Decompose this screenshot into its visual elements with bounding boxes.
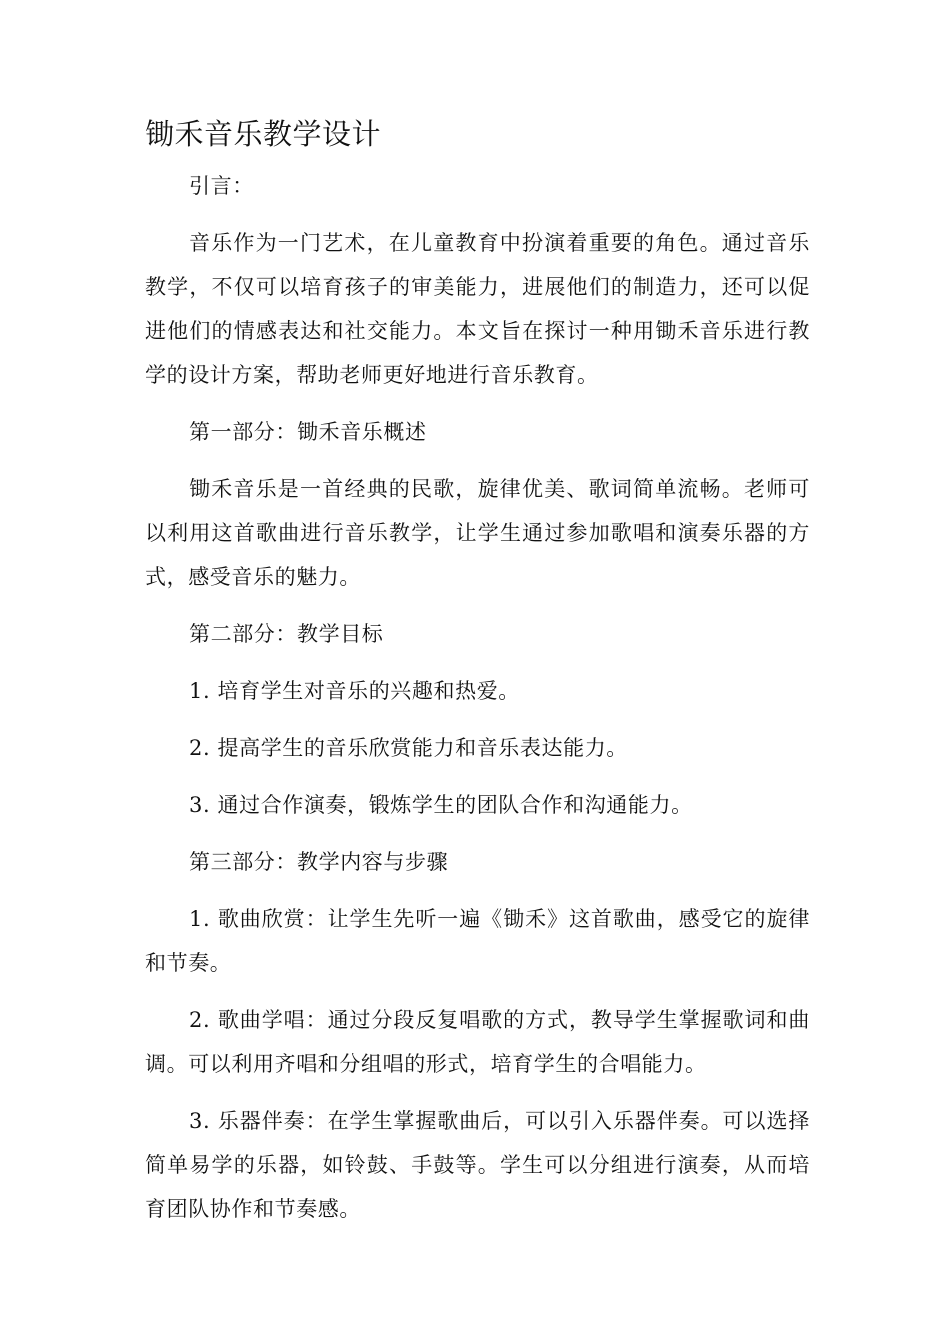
section-heading-overview: 第一部分：锄禾音乐概述 [189, 420, 427, 444]
goal-item: 3. 通过合作演奏，锻炼学生的团队合作和沟通能力。 [189, 793, 693, 817]
section-heading-goals: 第二部分：教学目标 [189, 622, 384, 646]
section-heading-steps: 第三部分：教学内容与步骤 [189, 850, 449, 874]
document-body [145, 112, 810, 1244]
paragraph-overview: 锄禾音乐是一首经典的民歌，旋律优美、歌词简单流畅。老师可以利用这首歌曲进行音乐教学，让学生通过参加歌唱和演奏乐器的方式，感受音乐的魅力。 [145, 477, 810, 589]
paragraph-intro: 音乐作为一门艺术，在儿童教育中扮演着重要的角色。通过音乐教学，不仅可以培育孩子的审美能力，进展他们的制造力，还可以促进他们的情感表达和社交能力。本文旨在探讨一种用锄禾音乐进行教学的设计方案，帮助老师更好地进行音乐教育。 [145, 231, 810, 387]
goal-item: 2. 提高学生的音乐欣赏能力和音乐表达能力。 [189, 736, 628, 760]
step-item: 2. 歌曲学唱：通过分段反复唱歌的方式，教导学生掌握歌词和曲调。可以利用齐唱和分组唱的形式，培育学生的合唱能力。 [145, 1008, 810, 1076]
document-title: 锄禾音乐教学设计 [145, 117, 382, 151]
goal-item: 1. 培育学生对音乐的兴趣和热爱。 [189, 679, 520, 703]
step-item: 3. 乐器伴奏：在学生掌握歌曲后，可以引入乐器伴奏。可以选择简单易学的乐器，如铃鼓、手鼓等。学生可以分组进行演奏，从而培育团队协作和节奏感。 [145, 1109, 810, 1221]
paragraph-intro-label: 引言： [189, 174, 254, 198]
step-item: 1. 歌曲欣赏：让学生先听一遍《锄禾》这首歌曲，感受它的旋律和节奏。 [145, 907, 810, 975]
